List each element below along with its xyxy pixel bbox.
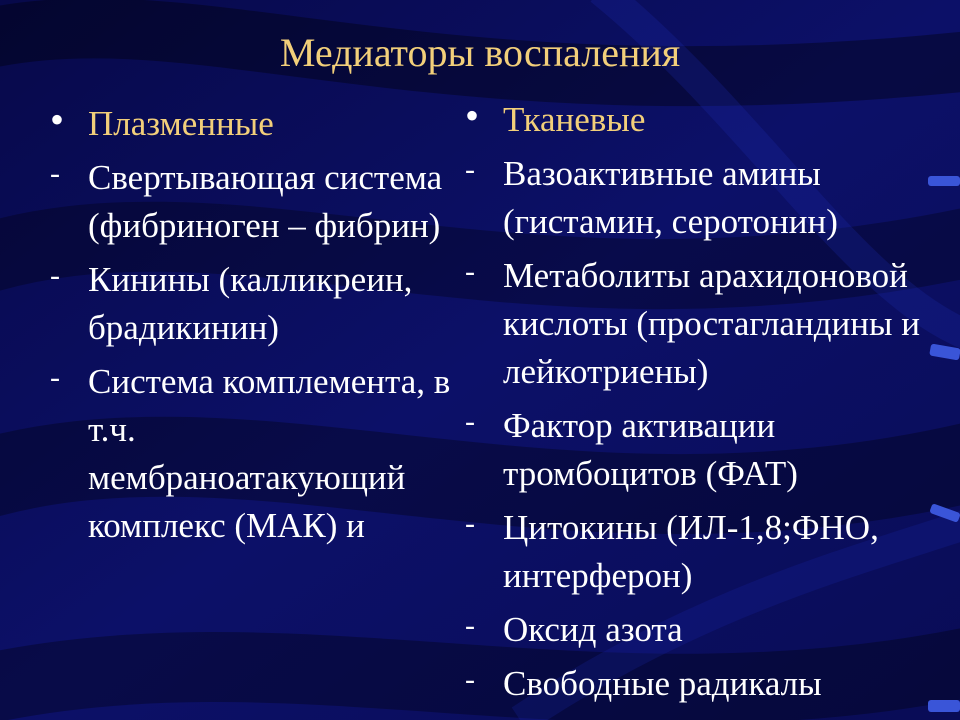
list-item [465,402,935,498]
dash-marker: - [465,507,475,540]
list-item [465,252,935,396]
dash-marker: - [465,609,475,642]
list-item-text: Фактор активации тромбоцитов (ФАТ) [503,406,798,493]
list-item-text: Оксид азота [503,610,683,649]
list-item [50,358,460,550]
left-column [50,97,460,556]
dash-marker: - [50,157,60,190]
list-item-text: Кинины (калликреин, брадикинин) [88,260,413,347]
dash-marker: - [50,361,60,394]
dash-marker: - [465,255,475,288]
list-item [465,150,935,246]
dash-marker: - [465,663,475,696]
list-item [50,154,460,250]
heading-label: Плазменные [88,104,274,143]
dash-marker: - [465,405,475,438]
dash-marker: - [50,259,60,292]
list-item [50,256,460,352]
bullet-marker: • [465,93,480,138]
heading-plasma [50,97,460,148]
list-item-text: Система комплемента, в т.ч. мембраноатакующий комплекс (МАК) и [88,362,451,545]
heading-tissue [465,93,935,144]
slide-title: Медиаторы воспаления [279,30,681,75]
list-item-text: Цитокины (ИЛ-1,8;ФНО, интерферон) [503,508,879,595]
right-column [465,93,935,714]
heading-label: Тканевые [503,100,646,139]
list-item [465,606,935,654]
list-item [465,660,935,708]
list-item-text: Метаболиты арахидоновой кислоты (простагландины и лейкотриены) [503,256,920,391]
list-item-text: Вазоактивные амины (гистамин, серотонин) [503,154,838,241]
list-item-text: Свертывающая система (фибриноген – фибрин) [88,158,443,245]
list-item-text: Свободные радикалы [503,664,822,703]
list-item [465,504,935,600]
bullet-marker: • [50,97,65,142]
dash-marker: - [465,153,475,186]
